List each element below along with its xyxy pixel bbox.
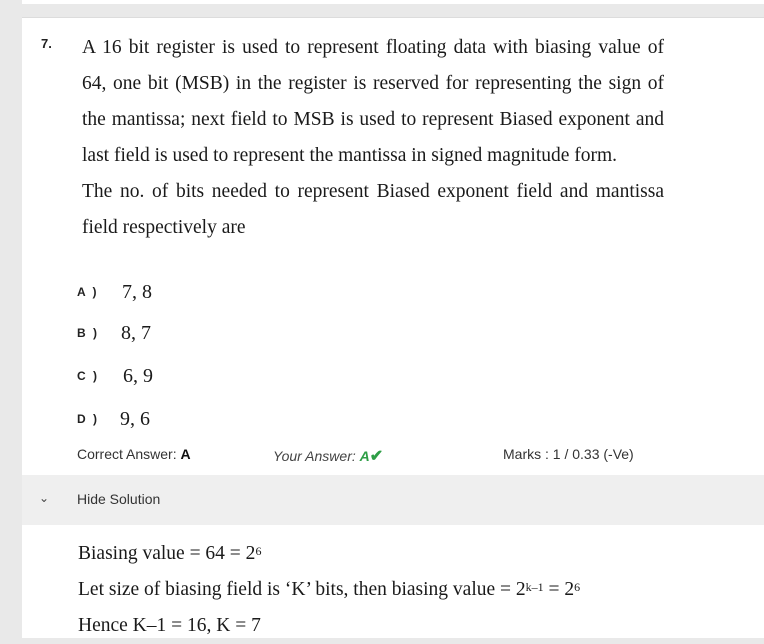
question-prompt: The no. of bits needed to represent Biased exponent field and mantissa field respectively are (82, 181, 664, 238)
solution-toggle[interactable] (22, 475, 764, 525)
solution-line-1-exponent: 6 (255, 544, 262, 558)
option-value: 9, 6 (120, 407, 150, 430)
option-letter: C ) (77, 369, 99, 383)
answer-summary (22, 443, 764, 467)
option-value: 6, 9 (123, 364, 153, 387)
solution-line-1 (78, 536, 738, 572)
option-value: 8, 7 (121, 321, 151, 344)
your-answer (273, 446, 383, 466)
correct-answer-value: A (180, 446, 191, 462)
option-d[interactable] (77, 407, 150, 431)
correct-answer-label: Correct Answer: (77, 446, 177, 462)
question-paragraph: A 16 bit register is used to represent floating data with biasing value of 64, one bit (MSB) in the register is reserved for representing the sign of the mantissa; next field to MSB is used to represent Biased exponent and last field is used to represent the mantissa in signed magnitude form. (82, 37, 664, 166)
your-answer-label: Your Answer: (273, 448, 356, 464)
option-a[interactable] (77, 280, 152, 304)
solution-line-2-exponent-1: k–1 (525, 580, 544, 594)
check-icon: ✔ (369, 448, 384, 465)
solution-line-2-exponent-2: 6 (574, 580, 581, 594)
solution-line-3: Hence K–1 = 16, K = 7 (78, 615, 261, 636)
option-letter: A ) (77, 285, 99, 299)
solution-line-2-mid: = 2 (543, 579, 575, 600)
question-card (22, 17, 764, 638)
option-c[interactable] (77, 364, 153, 388)
solution-content (78, 536, 738, 644)
correct-answer (77, 446, 191, 462)
marks-info: Marks : 1 / 0.33 (-Ve) (503, 446, 634, 462)
question-text (82, 30, 664, 246)
chevron-down-icon[interactable]: ⌄ (39, 491, 50, 505)
solution-line-2-text: Let size of biasing field is ‘K’ bits, then biasing value = 2 (78, 579, 526, 600)
solution-line-2 (78, 572, 738, 608)
previous-question-card (22, 0, 764, 4)
option-letter: B ) (77, 326, 99, 340)
your-answer-value: A (359, 448, 370, 464)
option-value: 7, 8 (122, 280, 152, 303)
option-letter: D ) (77, 412, 99, 426)
solution-line-1-text: Biasing value = 64 = 2 (78, 543, 256, 564)
hide-solution-label[interactable]: Hide Solution (77, 491, 161, 507)
question-number: 7. (41, 36, 52, 51)
option-b[interactable] (77, 321, 151, 345)
